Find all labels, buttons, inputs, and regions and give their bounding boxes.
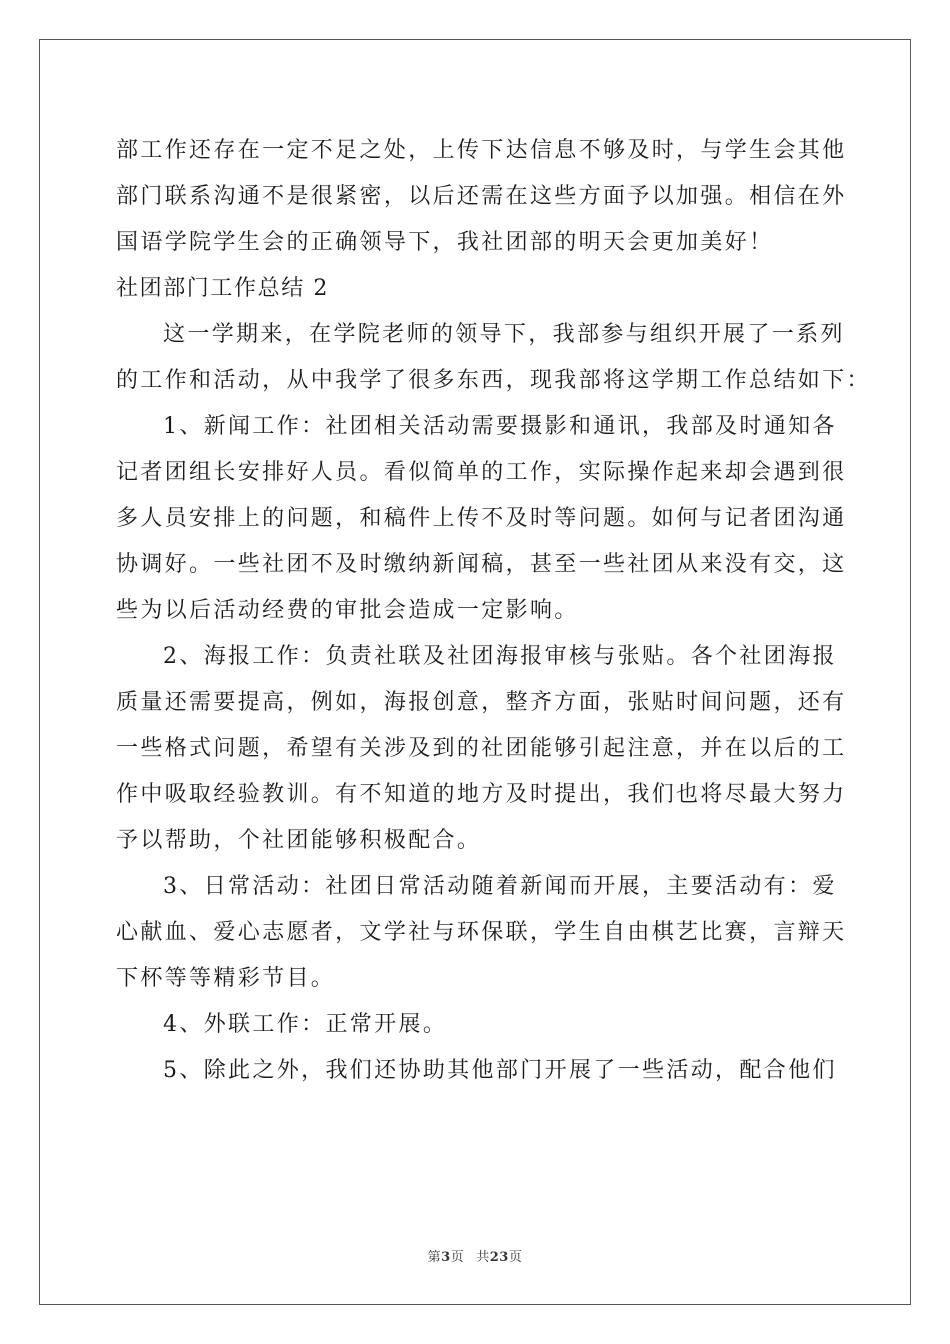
text-line: 这一学期来，在学院老师的领导下，我部参与组织开展了一系列 bbox=[163, 322, 845, 347]
page-footer bbox=[0, 1246, 950, 1265]
text-line: 5、除此之外，我们还协助其他部门开展了一些活动，配合他们 bbox=[163, 1058, 837, 1083]
text-line: 部门联系沟通不是很紧密，以后还需在这些方面予以加强。相信在外 bbox=[116, 184, 847, 209]
text-line: 记者团组长安排好人员。看似简单的工作，实际操作起来却会遇到很 bbox=[116, 460, 847, 485]
text-line: 的工作和活动，从中我学了很多东西，现我部将这学期工作总结如下： bbox=[116, 368, 871, 393]
text-line: 2、海报工作：负责社联及社团海报审核与张贴。各个社团海报 bbox=[163, 644, 837, 669]
text-line: 一些格式问题，希望有关涉及到的社团能够引起注意，并在以后的工 bbox=[116, 736, 847, 761]
text-line: 国语学院学生会的正确领导下，我社团部的明天会更加美好！ bbox=[116, 230, 774, 255]
text-line: 作中吸取经验教训。有不知道的地方及时提出，我们也将尽最大努力 bbox=[116, 782, 847, 807]
text-line: 心献血、爱心志愿者，文学社与环保联，学生自由棋艺比赛，言辩天 bbox=[116, 920, 847, 945]
page-number: 第3页 bbox=[427, 1250, 465, 1265]
text-line: 协调好。一些社团不及时缴纳新闻稿，甚至一些社团从来没有交，这 bbox=[116, 552, 847, 577]
text-line: 下杯等等精彩节目。 bbox=[116, 966, 336, 991]
text-line: 3、日常活动：社团日常活动随着新闻而开展，主要活动有：爱 bbox=[163, 874, 837, 899]
section-heading: 社团部门工作总结 2 bbox=[116, 276, 329, 301]
text-line: 质量还需要提高，例如，海报创意，整齐方面，张贴时间问题，还有 bbox=[116, 690, 847, 715]
text-line: 4、外联工作：正常开展。 bbox=[163, 1012, 448, 1037]
text-line: 部工作还存在一定不足之处，上传下达信息不够及时，与学生会其他 bbox=[116, 138, 847, 163]
text-line: 予以帮助，个社团能够积极配合。 bbox=[116, 828, 482, 853]
document-body bbox=[116, 128, 871, 1094]
text-line: 多人员安排上的问题，和稿件上传不及时等问题。如何与记者团沟通 bbox=[116, 506, 847, 531]
text-line: 1、新闻工作：社团相关活动需要摄影和通讯，我部及时通知各 bbox=[163, 414, 837, 439]
page-total: 共23页 bbox=[476, 1250, 523, 1265]
text-line: 些为以后活动经费的审批会造成一定影响。 bbox=[116, 598, 579, 623]
